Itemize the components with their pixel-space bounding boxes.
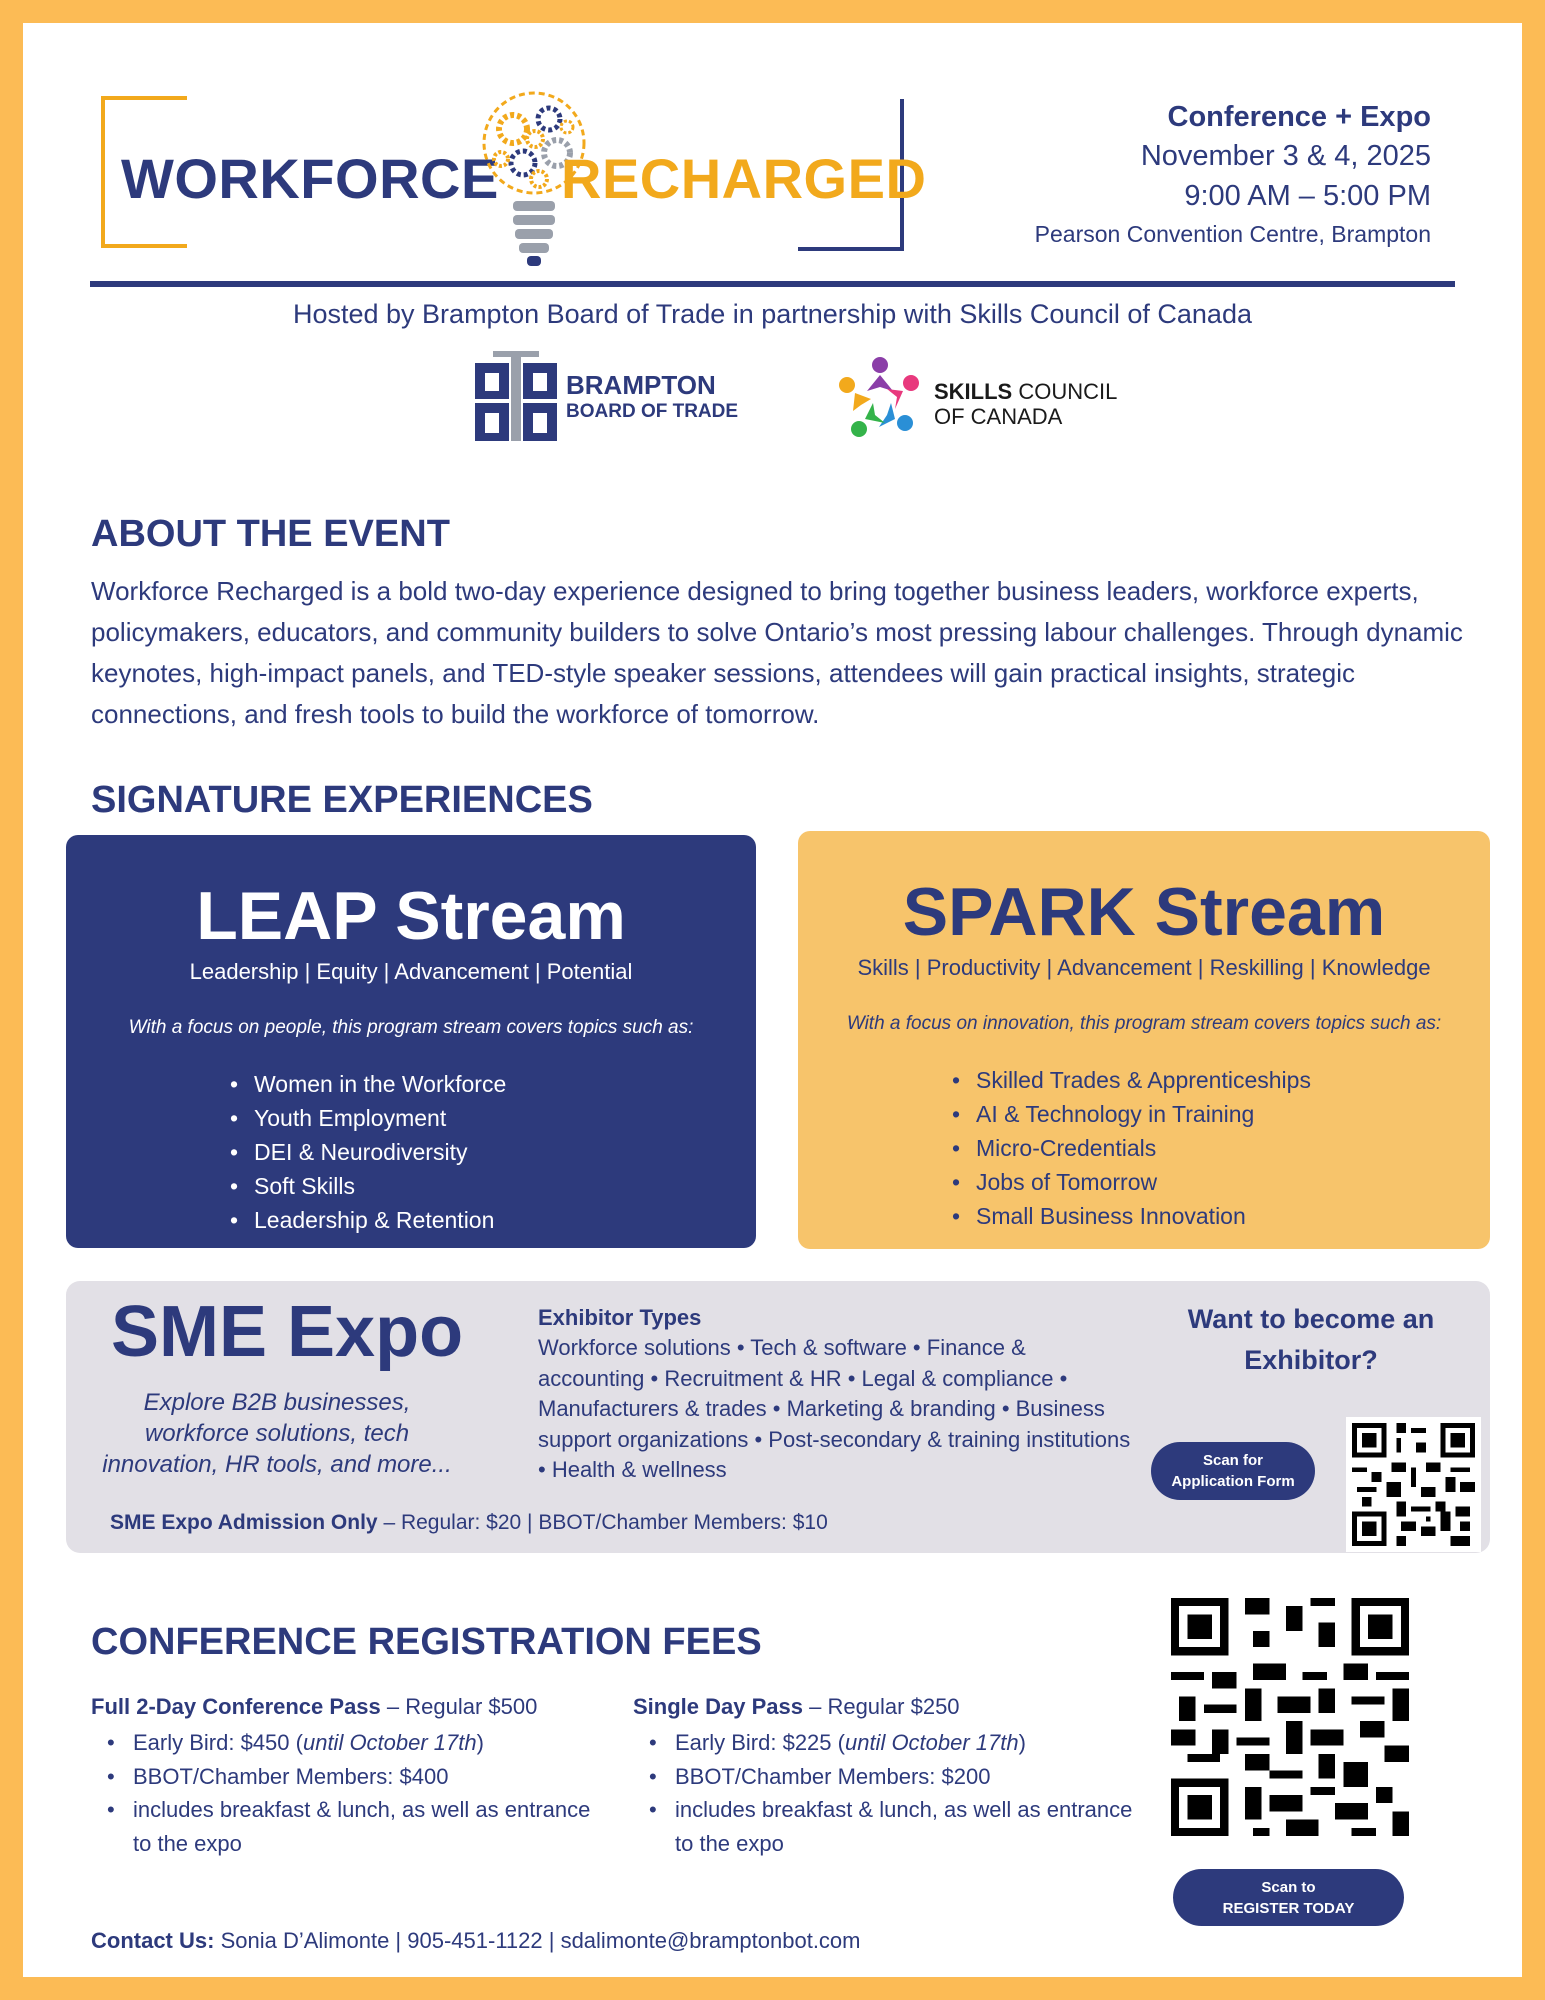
list-item: • Early Bird: $225 (until October 17th) xyxy=(633,1726,1153,1760)
expo-title: SME Expo xyxy=(111,1292,464,1372)
single-pass-details xyxy=(633,1726,1153,1860)
single-pass-heading: Single Day Pass – Regular $250 xyxy=(633,1694,960,1719)
expo-admission-text: SME Expo Admission Only – Regular: $20 | BBOT/Chamber Members: $10 xyxy=(110,1511,828,1534)
scan-application-button[interactable]: Scan for Application Form xyxy=(1151,1442,1315,1500)
brampton-bot-logo-icon xyxy=(473,349,559,443)
leap-title: LEAP Stream xyxy=(196,878,626,954)
full-pass-details xyxy=(91,1726,611,1860)
list-item: • AI & Technology in Training xyxy=(946,1097,1311,1131)
leap-topics xyxy=(224,1067,506,1237)
list-item: • Youth Employment xyxy=(224,1101,506,1135)
spark-stream-card xyxy=(798,831,1490,1249)
register-today-button[interactable]: Scan to REGISTER TODAY xyxy=(1173,1869,1404,1926)
hosted-by-text: Hosted by Brampton Board of Trade in partnership with Skills Council of Canada xyxy=(292,299,1252,329)
spark-topics xyxy=(946,1063,1311,1233)
logo-word-workforce: WORKFORCE xyxy=(121,147,499,210)
list-item: • Early Bird: $450 (until October 17th) xyxy=(91,1726,611,1760)
expo-description: Explore B2B businesses, workforce solutions, tech innovation, HR tools, and more... xyxy=(102,1389,452,1478)
event-dates: November 3 & 4, 2025 xyxy=(1140,140,1431,172)
list-item: • Skilled Trades & Apprenticeships xyxy=(946,1063,1311,1097)
list-item: • BBOT/Chamber Members: $400 xyxy=(91,1760,611,1794)
list-item: • includes breakfast & lunch, as well as entrance to the expo xyxy=(91,1793,611,1860)
event-time: 9:00 AM – 5:00 PM xyxy=(1184,180,1431,212)
sme-expo-panel xyxy=(66,1281,1490,1553)
scc-subname: OF CANADA xyxy=(934,404,1063,429)
contact-info: Contact Us: Sonia D’Alimonte | 905-451-1122 | sdalimonte@bramptonbot.com xyxy=(91,1928,861,1953)
list-item: • includes breakfast & lunch, as well as entrance to the expo xyxy=(633,1793,1153,1860)
list-item: • Small Business Innovation xyxy=(946,1199,1311,1233)
register-qr-code[interactable] xyxy=(1171,1598,1409,1836)
event-venue: Pearson Convention Centre, Brampton xyxy=(1034,221,1431,247)
logo-word-recharged: RECHARGED xyxy=(561,147,927,210)
leap-subtitle: Leadership | Equity | Advancement | Potential xyxy=(189,959,633,984)
bbot-subname: BOARD OF TRADE xyxy=(566,401,739,422)
exhibitor-types-list: Workforce solutions • Tech & software • Finance & accounting • Recruitment & HR • Legal & compliance • Manufacturers & trades • Marketing & branding • Business support organizations • Post-secondary & training institutions • Health & wellness xyxy=(538,1335,1131,1482)
application-qr-code[interactable] xyxy=(1346,1417,1481,1552)
about-heading: ABOUT THE EVENT xyxy=(91,513,450,555)
become-exhibitor-heading: Want to become an Exhibitor? xyxy=(1187,1304,1435,1375)
registration-heading: CONFERENCE REGISTRATION FEES xyxy=(91,1621,762,1663)
scc-name: SKILLS COUNCIL xyxy=(934,379,1118,404)
list-item: • DEI & Neurodiversity xyxy=(224,1135,506,1169)
list-item: • Soft Skills xyxy=(224,1169,506,1203)
exhibitor-types-heading: Exhibitor Types xyxy=(538,1305,702,1330)
list-item: • Women in the Workforce xyxy=(224,1067,506,1101)
list-item: • Jobs of Tomorrow xyxy=(946,1165,1311,1199)
spark-subtitle: Skills | Productivity | Advancement | Reskilling | Knowledge xyxy=(857,955,1431,980)
qr-code-icon xyxy=(1352,1423,1475,1546)
header-divider xyxy=(90,281,1455,287)
list-item: • BBOT/Chamber Members: $200 xyxy=(633,1760,1153,1794)
bbot-name: BRAMPTON xyxy=(566,370,716,400)
skills-council-logo-icon xyxy=(835,353,925,443)
event-type: Conference + Expo xyxy=(1167,101,1431,133)
flyer-page xyxy=(23,23,1522,1977)
signature-heading: SIGNATURE EXPERIENCES xyxy=(91,779,593,821)
full-pass-heading: Full 2-Day Conference Pass – Regular $500 xyxy=(91,1694,538,1719)
list-item: • Micro-Credentials xyxy=(946,1131,1311,1165)
leap-intro: With a focus on people, this program stream covers topics such as: xyxy=(128,1017,694,1038)
list-item: • Leadership & Retention xyxy=(224,1203,506,1237)
about-body: Workforce Recharged is a bold two-day experience designed to bring together business leaders, workforce experts, policymakers, educators, and community builders to solve Ontario’s most pressing labour challenges. Through dynamic keynotes, high-impact panels, and TED-style speaker sessions, attendees will gain practical insights, strategic connections, and fresh tools to build the workforce of tomorrow. xyxy=(91,576,1463,729)
spark-title: SPARK Stream xyxy=(902,874,1386,950)
leap-stream-card xyxy=(66,835,756,1248)
spark-intro: With a focus on innovation, this program stream covers topics such as: xyxy=(846,1013,1442,1034)
qr-code-icon xyxy=(1171,1598,1409,1836)
